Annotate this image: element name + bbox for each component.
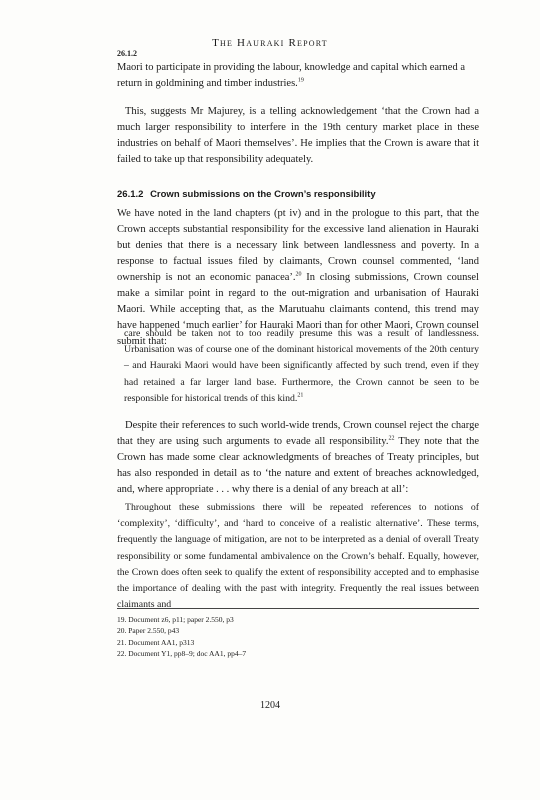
block-quote-1 (124, 326, 479, 407)
footnote-21: 21. Document AA1, p313 (117, 637, 195, 647)
section-heading-number: 26.1.2 (117, 189, 144, 200)
block-quote-2-text: Throughout these submissions there will be repeated references to notions of ‘complexity’, ‘difficulty’, and ‘hard to conceive of a realistic alternative’. These terms, frequently the language of mitigation, are not to be interpreted as a denial of overall Treaty responsibility or some fundamental ambivalence on the Crown’s behalf. Equally, however, the Crown does often seek to qualify the extent of responsibility accepted and to emphasise the importance of dealing with the past with integrity. Frequently the real issues between claimants and (117, 502, 479, 611)
paragraph-2-text: This, suggests Mr Majurey, is a telling acknowledgement ‘that the Crown had a much larger responsibility to interfere in the 19th century market place in these industries on behalf of Maori themselves’. He implies that the Crown is aware that it failed to take up that responsibility adequately. (117, 106, 479, 165)
paragraph-4a-text: Despite their references to such world-wide trends, Crown counsel reject the charge that they are using such arguments to evade all responsibility. (117, 420, 479, 447)
page-number: 1204 (260, 700, 280, 711)
footnote-22: 22. Document Y1, pp8–9; doc AA1, pp4–7 (117, 648, 247, 658)
footnote-ref-20: 20 (295, 271, 302, 278)
section-heading-title: Crown submissions on the Crown’s responsibility (150, 189, 376, 200)
paragraph-4b-text: They note that the Crown has made some clear acknowledgments of breaches of Treaty principles, but has also responded in detail as to ‘the nature and extent of breaches acknowledged, and, where appropriate . . . why there is a denial of any breach at all’: (117, 436, 479, 495)
paragraph-1-text: Maori to participate in providing the labour, knowledge and capital which earned a return in goldmining and timber industries. (117, 62, 466, 89)
paragraph-3b-text: In closing submissions, Crown counsel make a similar point in regard to the out-migration and urbanisation of Hauraki Maori. While accepting that, as the Marutuahu claimants contend, this trend may have happened ‘much earlier’ for Hauraki Maori than for other Maori, Crown counsel submit that: (117, 272, 479, 347)
section-reference: 26.1.2 (117, 49, 137, 58)
footnote-20: 20. Paper 2.550, p43 (117, 626, 180, 636)
footnote-ref-22: 22 (388, 435, 395, 442)
paragraph-2 (117, 104, 479, 168)
paragraph-4 (117, 418, 479, 498)
footnote-19: 19. Document z6, p11; paper 2.550, p3 (117, 615, 234, 624)
footnote-ref-21: 21 (297, 392, 304, 399)
footnotes (117, 614, 479, 659)
block-quote-2 (117, 500, 479, 613)
block-quote-1-text: care should be taken not to too readily presume this was a result of landlessness. Urbanisation was of course one of the dominant historical movements of the 20th century – and Hauraki Maori would have been significantly affected by such trend, even if they had retained a far larger land base. Furthermore, the Crown cannot be seen to be responsible for historical trends of this kind. (124, 328, 479, 404)
section-heading (117, 189, 479, 200)
paragraph-1 (117, 60, 479, 92)
footnote-ref-19: 19 (297, 77, 304, 84)
footnote-divider (117, 608, 479, 609)
paragraph-3a-text: We have noted in the land chapters (pt iv) and in the prologue to this part, that the Crown accepts substantial responsibility for the excessive land alienation in Hauraki but denies that there is a necessary link between landlessness and poverty. In a response to factual issues filed by claimants, Crown counsel commented, ‘land ownership is not an economic panacea’. (117, 208, 479, 283)
running-title: The Hauraki Report (212, 37, 328, 49)
